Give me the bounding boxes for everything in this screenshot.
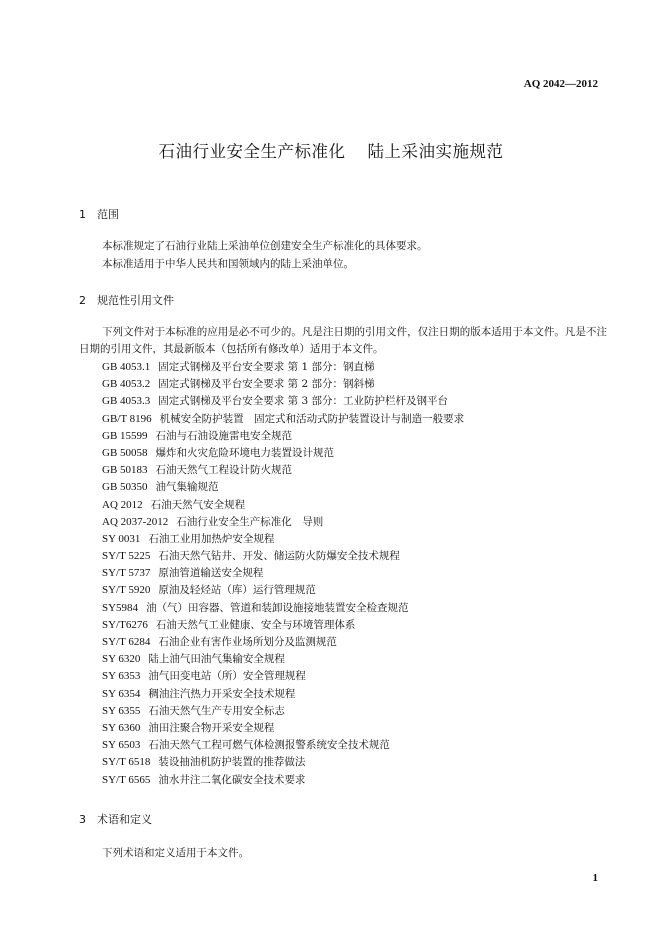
reference-item <box>102 376 464 393</box>
reference-title: 油水井注二氧化碳安全技术要求 <box>158 773 306 786</box>
section-number: 3 <box>79 813 86 826</box>
reference-title: 稠油注汽热力开采安全技术规程 <box>148 687 296 700</box>
reference-title: 原油管道输送安全规程 <box>158 567 264 580</box>
reference-title: 固定式钢梯及平台安全要求 第 3 部分：工业防护栏杆及钢平台 <box>158 395 448 408</box>
scope-line-2: 本标准适用于中华人民共和国领域内的陆上采油单位。 <box>102 258 354 270</box>
reference-item <box>102 411 464 428</box>
reference-title: 陆上油气田油气集输安全规程 <box>148 653 285 666</box>
reference-code: GB 4053.1 <box>102 361 151 373</box>
reference-code: SY/T 5920 <box>102 584 151 597</box>
reference-code: GB 15599 <box>102 429 148 442</box>
reference-code: SY/T 5737 <box>102 567 151 580</box>
reference-code: GB 50058 <box>102 446 148 459</box>
reference-title: 石油天然气工程可燃气体检测报警系统安全技术规范 <box>148 739 390 752</box>
reference-item <box>102 668 464 685</box>
reference-item <box>102 428 464 445</box>
reference-code: SY5984 <box>102 601 139 614</box>
reference-item <box>102 754 464 771</box>
reference-item <box>102 737 464 754</box>
reference-code: SY/T 6518 <box>102 756 151 769</box>
title-part-2: 陆上采油实施规范 <box>367 142 504 161</box>
document-title <box>0 138 662 162</box>
reference-title: 石油企业有害作业场所划分及监测规范 <box>158 636 337 648</box>
reference-item <box>102 686 464 703</box>
reference-code: GB 50183 <box>102 464 148 477</box>
reference-code: GB 50350 <box>102 481 148 494</box>
section-2-heading <box>79 292 174 308</box>
reference-title: 油田注聚合物开采安全规程 <box>148 721 275 734</box>
reference-title: 石油天然气安全规程 <box>150 498 246 511</box>
section-number: 2 <box>79 294 86 307</box>
section-3-heading <box>79 811 152 827</box>
reference-code: SY/T 6284 <box>102 636 151 648</box>
scope-line-1: 本标准规定了石油行业陆上采油单位创建安全生产标准化的具体要求。 <box>102 240 428 252</box>
reference-item <box>102 359 464 376</box>
reference-item <box>102 548 464 565</box>
reference-item <box>102 617 464 634</box>
reference-title: 油（气）田容器、管道和装卸设施接地装置安全检查规范 <box>146 601 409 614</box>
reference-title: 石油工业用加热炉安全规程 <box>148 532 275 545</box>
reference-title: 原油及轻烃站（库）运行管理规范 <box>158 584 316 597</box>
reference-title: 石油天然气工程设计防火规范 <box>155 464 293 477</box>
reference-title: 油气田变电站（所）安全管理规程 <box>148 670 306 683</box>
reference-code: SY 6503 <box>102 739 141 752</box>
reference-item <box>102 634 464 651</box>
reference-item <box>102 582 464 599</box>
reference-item <box>102 514 464 531</box>
reference-code: GB 4053.3 <box>102 395 151 408</box>
reference-title: 石油行业安全生产标准化 导则 <box>176 515 324 528</box>
reference-item <box>102 393 464 410</box>
reference-item <box>102 720 464 737</box>
reference-item <box>102 651 464 668</box>
reference-code: SY/T6276 <box>102 618 148 631</box>
reference-code: SY 6360 <box>102 721 141 734</box>
reference-item <box>102 531 464 548</box>
reference-title: 油气集输规范 <box>155 481 219 494</box>
reference-item <box>102 497 464 514</box>
section-title: 术语和定义 <box>97 813 152 826</box>
reference-code: SY/T 6565 <box>102 773 151 786</box>
reference-item <box>102 565 464 582</box>
reference-title: 爆炸和火灾危险环境电力装置设计规范 <box>155 446 335 459</box>
reference-title: 石油天然气钻井、开发、储运防火防爆安全技术规程 <box>158 550 400 563</box>
terms-intro: 下列术语和定义适用于本文件。 <box>102 847 249 859</box>
reference-title: 石油天然气工业健康、安全与环境管理体系 <box>155 618 356 631</box>
page-number: 1 <box>592 872 598 884</box>
reference-code: AQ 2037-2012 <box>102 515 169 528</box>
references-intro: 下列文件对于本标准的应用是必不可少的。凡是注日期的引用文件，仅注日期的版本适用于本文件。凡是不注日期的引用文件，其最新版本（包括所有修改单）适用于本文件。 <box>79 326 607 355</box>
reference-item <box>102 703 464 720</box>
section-title: 规范性引用文件 <box>97 294 174 307</box>
section-number: 1 <box>79 208 86 221</box>
reference-code: SY 6355 <box>102 704 141 717</box>
reference-item <box>102 600 464 617</box>
reference-code: SY 6354 <box>102 687 141 700</box>
reference-code: SY 6320 <box>102 653 141 666</box>
standard-code: AQ 2042—2012 <box>523 78 598 90</box>
reference-title: 机械安全防护装置 固定式和活动式防护装置设计与制造一般要求 <box>159 412 465 425</box>
reference-title: 石油与石油设施雷电安全规范 <box>155 429 293 442</box>
reference-item <box>102 772 464 789</box>
reference-list <box>102 359 464 789</box>
reference-title: 装设抽油机防护装置的推荐做法 <box>158 756 306 769</box>
section-title: 范围 <box>97 208 119 221</box>
reference-code: AQ 2012 <box>102 498 143 511</box>
reference-title: 固定式钢梯及平台安全要求 第 2 部分：钢斜梯 <box>158 378 375 391</box>
reference-title: 固定式钢梯及平台安全要求 第 1 部分：钢直梯 <box>158 361 375 373</box>
section-1-heading <box>79 206 119 222</box>
reference-code: SY 6353 <box>102 670 141 683</box>
reference-code: SY/T 5225 <box>102 550 151 563</box>
reference-item <box>102 479 464 496</box>
reference-item <box>102 462 464 479</box>
reference-code: GB 4053.2 <box>102 378 151 391</box>
reference-title: 石油天然气生产专用安全标志 <box>148 704 285 717</box>
reference-item <box>102 445 464 462</box>
title-part-1: 石油行业安全生产标准化 <box>158 142 346 161</box>
reference-code: SY 0031 <box>102 532 141 545</box>
reference-code: GB/T 8196 <box>102 412 152 425</box>
